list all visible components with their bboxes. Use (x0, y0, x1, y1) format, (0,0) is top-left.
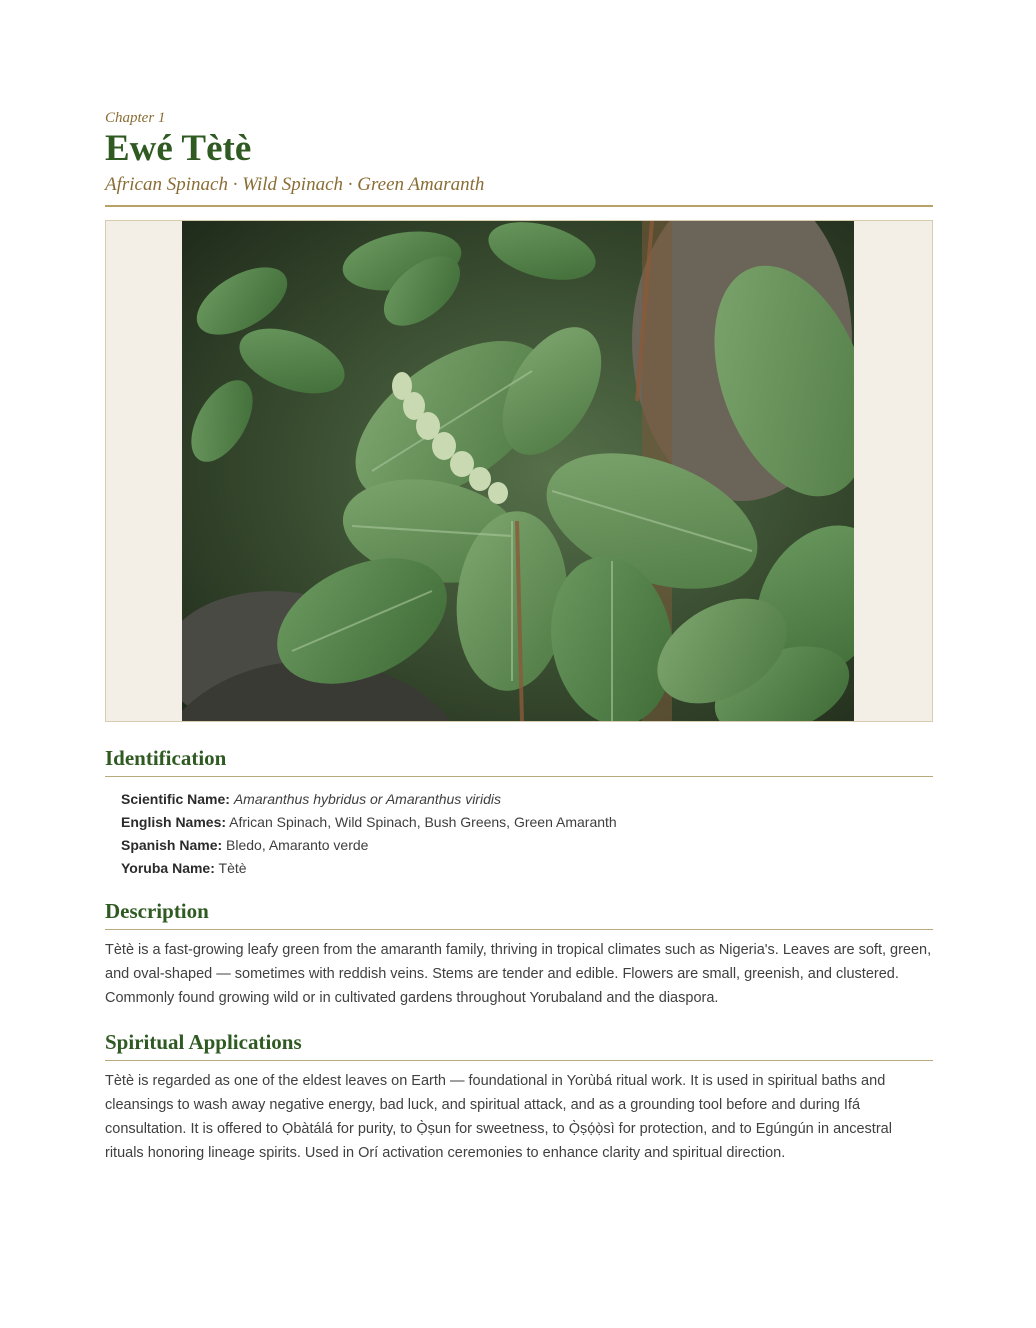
description-text: Tètè is a fast-growing leafy green from the amaranth family, thriving in tropical climates such as Nigeria's. Leaves are soft, green, and oval-shaped — sometimes with reddish veins. Stems are tender and edible. Flowers are small, greenish, and clustered. Commonly found growing wild or in cultivated gardens throughout Yorubaland and the diaspora. (105, 942, 932, 1006)
english-names-value: African Spinach, Wild Spinach, Bush Greens, Green Amaranth (229, 814, 617, 830)
scientific-name-value: Amaranthus hybridus or Amaranthus viridis (233, 791, 501, 807)
yoruba-name-row (121, 857, 933, 880)
identification-list (105, 788, 933, 880)
plant-photo (182, 221, 854, 721)
english-names-label: English Names: (121, 814, 227, 830)
identification-section (105, 744, 933, 880)
spanish-name-label: Spanish Name: (121, 837, 223, 853)
scientific-name-label: Scientific Name: (121, 791, 230, 807)
english-names-row (121, 811, 933, 834)
chapter-content (105, 108, 933, 1165)
spiritual-applications-text: Tètè is regarded as one of the eldest leaves on Earth — foundational in Yorùbá ritual work. It is used in spiritual baths and cleansings to wash away negative energy, bad luck, and spiritual attack, and as a grounding tool before and during Ifá consultation. It is offered to Ọbàtálá for purity, to Ọ̀ṣun for sweetness, to Ọ̀ṣọ́ọ̀sì for protection, and to Egúngún in ancestral rituals honoring lineage spirits. Used in Orí activation ceremonies to enhance clarity and spiritual direction. (105, 1073, 892, 1161)
spiritual-applications-divider (105, 1060, 933, 1061)
identification-heading: Identification (105, 746, 227, 770)
page-subtitle: African Spinach · Wild Spinach · Green Amaranth (105, 174, 485, 195)
spanish-name-row (121, 834, 933, 857)
chapter-label: Chapter 1 (105, 110, 166, 126)
description-divider (105, 929, 933, 930)
title-divider (105, 205, 933, 207)
plant-photo-frame (105, 220, 933, 722)
spiritual-applications-section (105, 1028, 933, 1165)
page-title: Ewé Tètè (105, 128, 252, 169)
yoruba-name-value: Tètè (218, 860, 247, 876)
spiritual-applications-heading: Spiritual Applications (105, 1030, 302, 1054)
spanish-name-value: Bledo, Amaranto verde (226, 837, 369, 853)
identification-divider (105, 776, 933, 777)
description-heading: Description (105, 899, 209, 923)
description-section (105, 897, 933, 1010)
scientific-name-row (121, 788, 933, 811)
yoruba-name-label: Yoruba Name: (121, 860, 215, 876)
